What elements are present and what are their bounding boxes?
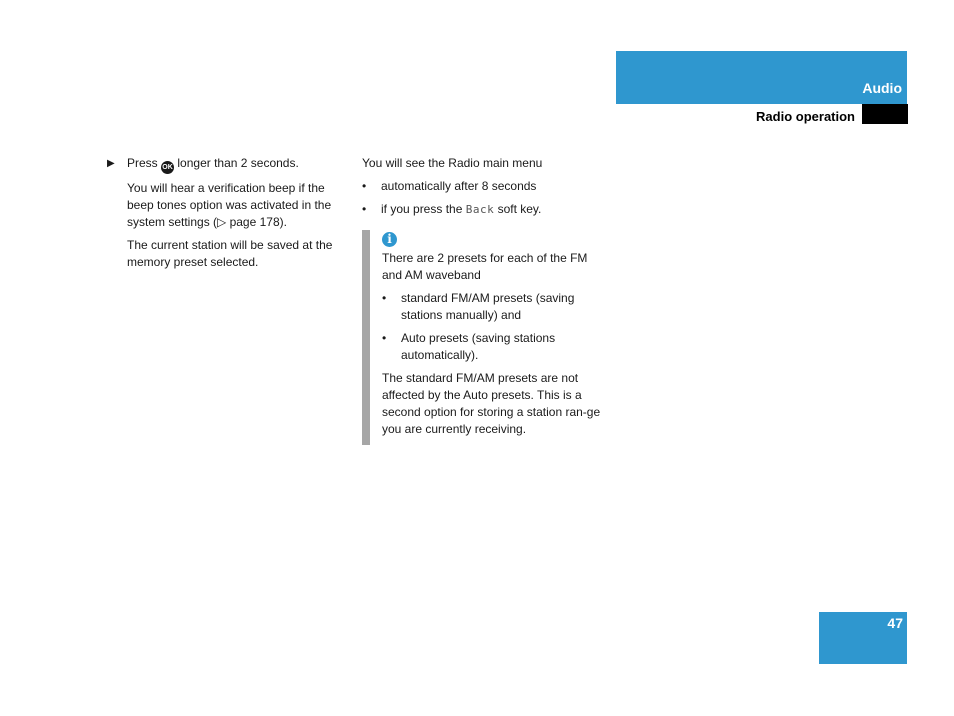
ok-button-icon: OK (161, 161, 174, 174)
left-column (107, 155, 347, 277)
verification-beep-paragraph: You will hear a verification beep if the beep tones option was activated in the system settings (▷ page 178). (127, 181, 332, 229)
list-item (382, 330, 610, 364)
station-saved-paragraph: The current station will be saved at the memory preset selected. (127, 238, 333, 269)
bullet-icon: • (382, 291, 387, 305)
bullet-text: standard FM/AM presets (saving stations manually) and (401, 291, 575, 322)
bullet-icon: • (382, 331, 387, 345)
page-number: 47 (887, 615, 903, 631)
list-item (382, 290, 610, 324)
bullet-text-after: soft key. (497, 202, 542, 216)
note-closing: The standard FM/AM presets are not affected by the Auto presets. This is a second option for storing a station ran-ge you are currently receiving. (382, 371, 601, 436)
step-text-before: Press (127, 156, 158, 170)
note-sidebar (362, 230, 370, 445)
info-note (362, 230, 612, 445)
bullet-icon: • (362, 202, 367, 216)
section-title: Audio (862, 80, 902, 96)
step-text-after: longer than 2 seconds. (177, 156, 299, 170)
back-softkey-label: Back (465, 203, 495, 216)
note-body (382, 230, 610, 444)
bullet-text-before: if you press the (381, 202, 463, 216)
bullet-text: automatically after 8 seconds (381, 179, 537, 193)
main-menu-intro: You will see the Radio main menu (362, 156, 543, 170)
list-item (362, 201, 612, 218)
section-tab-marker (862, 104, 908, 124)
step-arrow-icon: ▶ (107, 158, 115, 169)
info-icon: i (382, 232, 397, 247)
list-item (362, 178, 612, 195)
subsection-title: Radio operation (756, 109, 855, 124)
instruction-step (107, 155, 347, 174)
note-intro: There are 2 presets for each of the FM and AM waveband (382, 251, 588, 282)
middle-column (362, 155, 612, 224)
bullet-text: Auto presets (saving stations automatically). (401, 331, 556, 362)
bullet-icon: • (362, 179, 367, 193)
